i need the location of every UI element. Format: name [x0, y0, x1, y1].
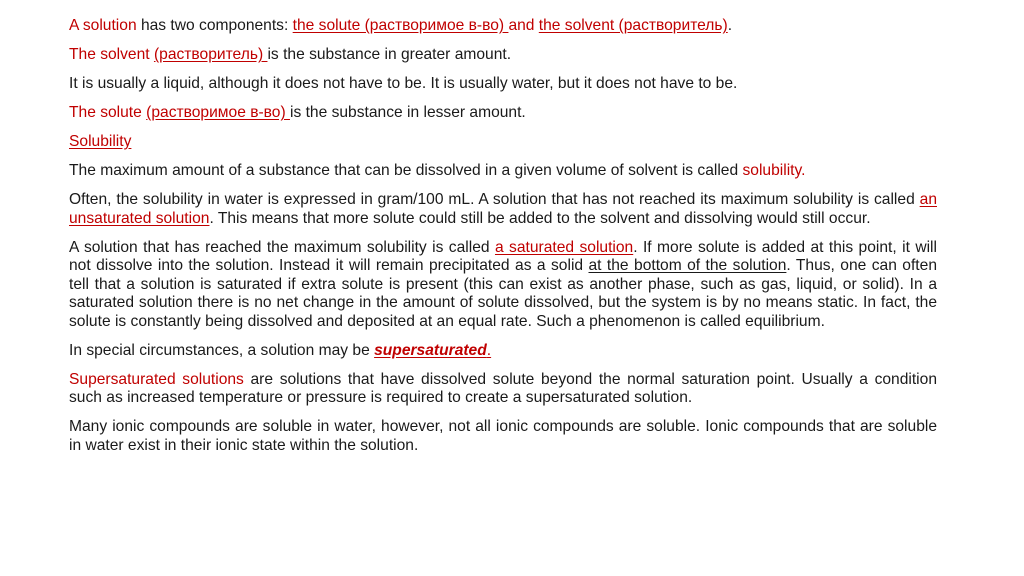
- text-span: is the substance in greater amount.: [267, 46, 512, 63]
- text-span: .: [486, 341, 492, 359]
- text-span: are solutions that have dissolved solute beyond the normal saturation point. Usually a condition such as increased temperature or pressure is required to create a supersaturated solution.: [69, 370, 937, 406]
- text-span: . If more solute is added at this point, it will not dissolve into the solution. Instead it will remain precipitated as a solid: [69, 238, 937, 274]
- text-span: Often, the solubility in water is expressed in gram/100 mL. A solution that has not reached its maximum solubility is called: [69, 191, 920, 208]
- text-span: In special circumstances, a solution may be: [69, 341, 375, 359]
- paragraph-special-circumstances: [69, 342, 937, 361]
- term-the-solvent: The solvent: [69, 46, 154, 63]
- term-a-solution: A solution: [69, 17, 137, 34]
- text-span: The maximum amount of a substance that can be dissolved in a given volume of solvent is called: [69, 162, 743, 179]
- term-supersaturated-solutions: Supersaturated solutions: [69, 370, 244, 388]
- link-bottom-of-solution[interactable]: at the bottom of the solution: [588, 257, 787, 274]
- paragraph-saturated: [69, 239, 937, 332]
- text-span: . This means that more solute could still be added to the solvent and dissolving would still occur.: [209, 209, 871, 227]
- text-span: .: [727, 17, 733, 34]
- paragraph-solubility-heading: [69, 133, 937, 152]
- paragraph-solubility-definition: [69, 162, 937, 181]
- paragraph-solvent-note: [69, 75, 937, 94]
- link-supersaturated[interactable]: supersaturated: [374, 341, 487, 359]
- term-the-solute: The solute: [69, 104, 147, 121]
- paragraph-unsaturated: [69, 191, 937, 228]
- paragraph-solvent-definition: [69, 46, 937, 65]
- link-solubility[interactable]: Solubility: [69, 133, 132, 150]
- link-the-solvent[interactable]: the solvent (растворитель): [538, 17, 728, 34]
- paragraph-supersaturated: [69, 371, 937, 408]
- link-saturated-solution[interactable]: a saturated solution: [494, 238, 634, 256]
- text-span: . Thus, one can often tell that a solution is saturated if extra solute is present (this can exist as another phase, such as gas, liquid, or solid). In a saturated solution there is no net change in the amount of solute dissolved, but the system is by no means static. In fact, the solute is constantly being dissolved and deposited at an equal rate. Such a phenomenon is called equilibrium.: [69, 257, 937, 330]
- link-solute-russian[interactable]: (растворимое в-во): [146, 104, 290, 121]
- term-solubility: solubility.: [742, 162, 806, 179]
- text-span: is the substance in lesser amount.: [289, 104, 526, 121]
- text-span: Many ionic compounds are soluble in water, however, not all ionic compounds are soluble. Ionic compounds that are soluble in water exist in their ionic state within the solution.: [69, 418, 937, 454]
- paragraph-solute-definition: [69, 104, 937, 123]
- link-solvent-russian[interactable]: (растворитель): [153, 46, 268, 63]
- text-span: has two components:: [136, 17, 293, 34]
- link-the-solute[interactable]: the solute (растворимое в-во): [292, 17, 509, 34]
- text-span: and: [508, 17, 539, 34]
- link-unsaturated-solution[interactable]: an unsaturated solution: [69, 191, 937, 227]
- paragraph-ionic-compounds: [69, 418, 937, 455]
- text-span: A solution that has reached the maximum solubility is called: [69, 238, 495, 256]
- paragraph-solution-components: [69, 17, 937, 36]
- text-span: It is usually a liquid, although it does not have to be. It is usually water, but it does not have to be.: [69, 75, 738, 92]
